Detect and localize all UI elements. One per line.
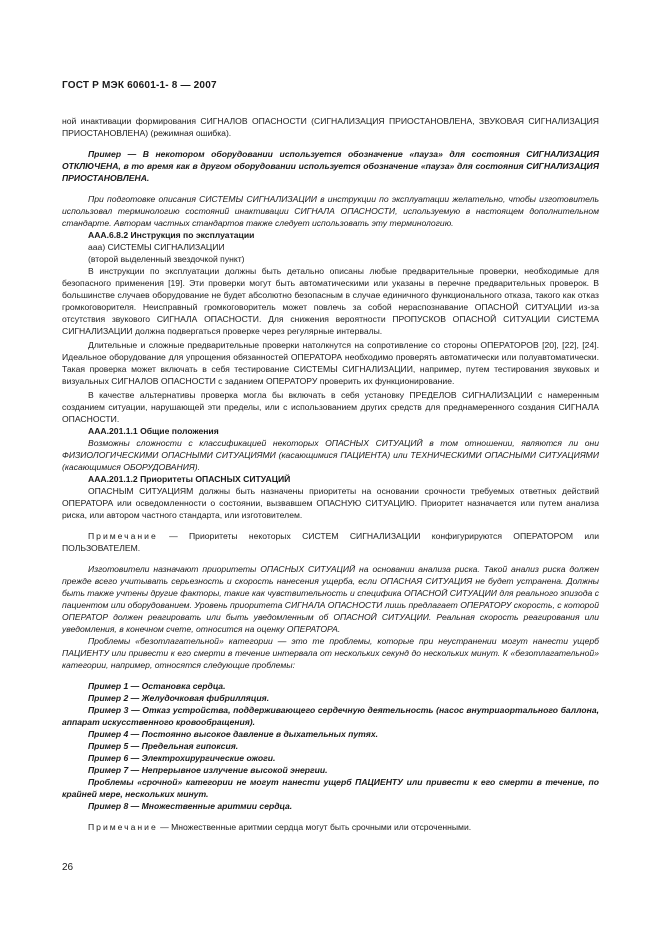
example-item: Пример 1 — Остановка сердца. [88,681,226,691]
paragraph: (второй выделенный звездочкой пункт) [88,254,245,264]
section-heading: ААА.201.1.2 Приоритеты ОПАСНЫХ СИТУАЦИЙ [88,474,291,484]
note-label: Примечание [88,531,158,541]
note-text: — Приоритеты некоторых СИСТЕМ СИГНАЛИЗАЦИИ конфигурируются ОПЕРАТОРОМ или ПОЛЬЗОВАТЕЛЕМ. [62,531,599,553]
example-item: Пример 2 — Желудочковая фибрилляция. [88,693,270,703]
document-header: ГОСТ Р МЭК 60601-1- 8 — 2007 [62,80,217,91]
example-item: Пример 8 — Множественные аритмии сердца. [88,801,293,811]
note-paragraph [62,530,599,554]
example-item: Пример 4 — Постоянно высокое давление в дыхательных путях. [88,729,379,739]
paragraph: В инструкции по эксплуатации должны быть детально описаны любые предварительные проверки, необходимые для безопасного применения [19]. Эти проверки могут быть автоматическими или указаны в перечне предварительных проверок. В большинстве случаев оборудование не будет абсолютно безопасным в случае единичного функционального отказа, такого как отказ громкоговорителя. Неисправный громкоговоритель может повлечь за собой нераспознавание ОПАСНОЙ СИТУАЦИИ из-за отсутствия звукового СИГНАЛА ОПАСНОСТИ. Для снижения вероятности ПРОПУСКОВ ОПАСНОЙ СИТУАЦИИ СИСТЕМА СИГНАЛИЗАЦИИ должна подвергаться проверке через регулярные интервалы. [62,266,599,336]
paragraph: Проблемы «срочной» категории не могут нанести ущерб ПАЦИЕНТУ или привести к его смерти в течение, по крайней мере, нескольких минут. [62,777,599,799]
example-item: Пример 3 — Отказ устройства, поддерживающего сердечную деятельность (насос внутриаортального баллона, аппарат искусственного кровообращения). [62,705,599,727]
paragraph: ОПАСНЫМ СИТУАЦИЯМ должны быть назначены приоритеты на основании срочности требуемых ответных действий ОПЕРАТОРА или осведомленности о состоянии, вызвавшем ОПАСНУЮ СИТУАЦИЮ. Приоритет назначается или путем анализа риска, или автором частного стандарта, или изготовителем. [62,486,599,520]
section-heading: ААА.6.8.2 Инструкция по эксплуатации [88,230,255,240]
paragraph: Проблемы «безотлагательной» категории — это те проблемы, которые при неустранении могут нанести ущерб ПАЦИЕНТУ или привести к его смерти в течение интервала от нескольких секунд до нескольких минут. К «безотлагательной» категории, например, относятся следующие проблемы: [62,636,599,670]
section-heading: ААА.201.1.1 Общие положения [88,426,219,436]
paragraph: ааа) СИСТЕМЫ СИГНАЛИЗАЦИИ [88,242,225,252]
document-body [62,115,599,833]
example-item: Пример 5 — Предельная гипоксия. [88,741,239,751]
paragraph: Возможны сложности с классификацией некоторых ОПАСНЫХ СИТУАЦИЙ в том отношении, являются ли они ФИЗИОЛОГИЧЕСКИМИ ОПАСНЫМИ СИТУАЦИЯМИ (касающимися ПАЦИЕНТА) или ТЕХНИЧЕСКИМИ ОПАСНЫМИ СИТУАЦИЯМИ (касающимися ОБОРУДОВАНИЯ). [62,438,599,472]
page-number: 26 [62,862,74,873]
example-paragraph: Пример — В некотором оборудовании используется обозначение «пауза» для состояния СИГНАЛИЗАЦИЯ ОТКЛЮЧЕНА, в то время как в другом оборудовании используется обозначение «пауза» для состояния СИГНАЛИЗАЦИЯ ПРИОСТАНОВЛЕНА. [62,149,599,183]
paragraph: В качестве альтернативы проверка могла бы включать в себя установку ПРЕДЕЛОВ СИГНАЛИЗАЦИИ с намеренным созданием ситуации, нарушающей эти пределы, или с использованием других средств для преднамеренного создания СИГНАЛА ОПАСНОСТИ. [62,390,599,424]
paragraph: ной инактивации формирования СИГНАЛОВ ОПАСНОСТИ (СИГНАЛИЗАЦИЯ ПРИОСТАНОВЛЕНА, ЗВУКОВАЯ СИГНАЛИЗАЦИЯ ПРИОСТАНОВЛЕНА) (режимная ошибка). [62,116,599,138]
example-item: Пример 6 — Электрохирургические ожоги. [88,753,276,763]
paragraph: При подготовке описания СИСТЕМЫ СИГНАЛИЗАЦИИ в инструкции по эксплуатации желательно, чтобы изготовитель использовал терминологию состояний инактивации СИГНАЛА ОПАСНОСТИ, используемую в настоящем дополнительном стандарте. Авторам частных стандартов также следует использовать эту терминологию. [62,194,599,228]
paragraph: Длительные и сложные предварительные проверки натолкнутся на сопротивление со стороны ОПЕРАТОРОВ [20], [22], [24]. Идеальное оборудование для упрощения обязанностей ОПЕРАТОРА необходимо проверять автоматически или полуавтоматически. Такая проверка может включать в себя тестирование СИСТЕМЫ СИГНАЛИЗАЦИИ, например, путем тестирования звуковых и визуальных СИГНАЛОВ ОПАСНОСТИ с заданием ОПЕРАТОРУ проверить их функционирование. [62,340,599,386]
paragraph: Изготовители назначают приоритеты ОПАСНЫХ СИТУАЦИЙ на основании анализа риска. Такой анализ риска должен прежде всего учитывать серьезность и скорость нанесения ущерба, если ОПАСНАЯ СИТУАЦИЯ не будет устранена. Должны быть также учтены другие факторы, такие как чувствительность и специфика ОПАСНОЙ СИТУАЦИИ для реального эпизода с пациентом или оборудованием. Уровень приоритета СИГНАЛА ОПАСНОСТИ лишь предлагает ОПЕРАТОРУ скорость, с которой ОПЕРАТОР должен реагировать или быть уведомленным об ОПАСНОЙ СИТУАЦИИ. Реальная скорость реагирования или уведомления, в конечном счете, относится на оценку ОПЕРАТОРА. [62,564,599,634]
note-paragraph [62,821,599,833]
example-item: Пример 7 — Непрерывное излучение высокой энергии. [88,765,328,775]
note-text: — Множественные аритмии сердца могут быть срочными или отсроченными. [157,822,472,832]
note-label: Примечание [88,822,158,832]
